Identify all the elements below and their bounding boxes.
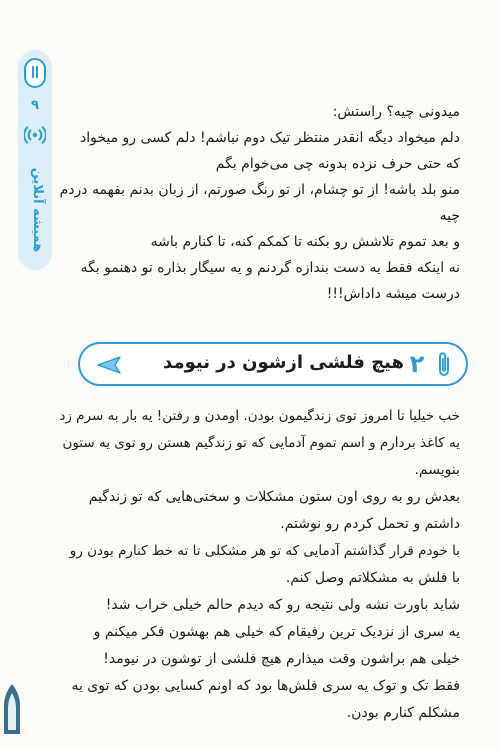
chapter-number: ۲ <box>409 350 425 378</box>
text-line: با خودم قرار گذاشتم آدمایی که تو هر مشکلی تا ته خط کنارم بودن رو <box>69 543 460 559</box>
text-line: خیلی هم براشون وقت میذارم هیچ فلشی از توشون در نیومد! <box>103 651 460 667</box>
text-line: منو بلد باشه! از تو چشام، از تو رنگ صورتم، از زبان بدنم بفهمه دردم <box>59 182 460 198</box>
text-line: یه سری از نزدیک ترین رفیقام که خیلی هم بهشون فکر میکنم و <box>93 624 460 640</box>
text-line: چیه <box>439 208 460 224</box>
paperclip-icon <box>434 351 454 379</box>
text-line: بعدش رو به روی اون ستون مشکلات و سختی‌هایی که تو زندگیم <box>88 489 460 505</box>
running-title: همیشه آنلاین <box>30 167 45 253</box>
text-line: داشتم و تحمل کردم رو نوشتم. <box>280 516 460 532</box>
text-line: درست میشه داداش!!! <box>326 286 460 302</box>
chapter-title: هیچ فلشی ازشون در نیومد <box>163 352 404 373</box>
text-line: خب خیلیا تا امروز توی زندگیمون بودن. اومدن و رفتن! یه بار به سرم زد <box>59 408 460 424</box>
text-line: که حتی حرف نزده بدونه چی می‌خوام بگم <box>215 156 460 172</box>
text-line: نه اینکه فقط یه دست بندازه گردنم و یه سیگار بذاره تو دهنمو بگه <box>80 260 460 276</box>
tab-marker-icon <box>24 58 46 88</box>
text-line: دلم میخواد دیگه انقدر منتظر تیک دوم نباشم! دلم کسی رو میخواد <box>79 130 460 146</box>
text-line: شاید باورت نشه ولی نتیجه رو که دیدم حالم خیلی خراب شد! <box>105 597 460 613</box>
text-line: فقط تک و توک یه سری فلش‌ها بود که اونم کسایی بودن که توی یه <box>71 678 460 694</box>
text-line: با فلش به مشکلاتم وصل کنم. <box>285 570 460 586</box>
text-line: بنویسم. <box>414 462 460 478</box>
chapter-heading <box>78 342 468 386</box>
text-line: یه کاغذ بردارم و اسم تموم آدمایی که تو زندگیم هستن رو توی یه ستون <box>62 435 460 451</box>
page-number: ۹ <box>31 98 39 113</box>
publisher-logo-icon <box>0 676 24 736</box>
text-line: و بعد تموم تلاشش رو بکنه تا کمکم کنه، تا کنارم باشه <box>150 234 460 250</box>
text-line: مشکلم کنارم بودن. <box>346 705 460 721</box>
arrow-left-icon <box>96 355 122 375</box>
text-line: میدونی چیه؟ راستش: <box>332 104 460 120</box>
